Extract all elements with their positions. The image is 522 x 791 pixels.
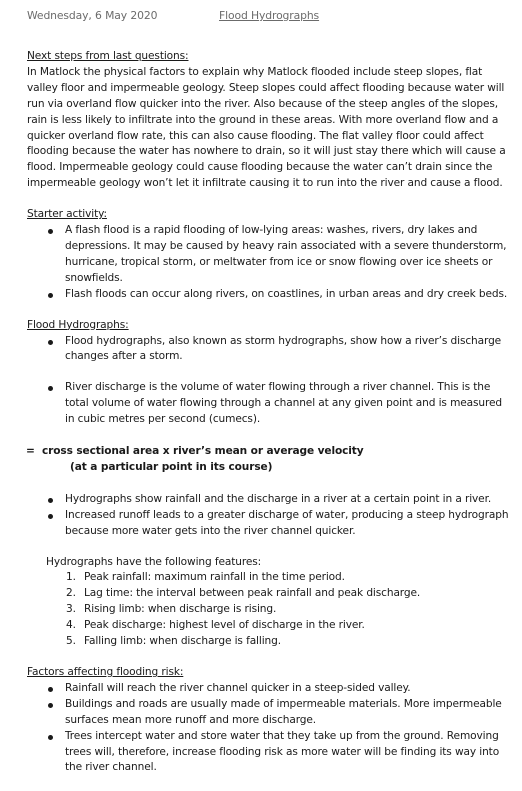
feature-text: Falling limb: when discharge is falling. <box>84 635 281 648</box>
factors-section <box>27 665 510 776</box>
list-item: Hydrographs show rainfall and the discharge in a river at a certain point in a river. <box>27 492 510 508</box>
hydrograph-definition-list <box>27 334 510 429</box>
list-number: 1. <box>66 571 76 584</box>
features-list <box>27 570 510 650</box>
list-item: A flash flood is a rapid flooding of low-lying areas: washes, rivers, dry lakes and depressions. It may be caused by heavy rain associated with a severe thunderstorm, hurricane, tropical storm, or meltwater from ice or snow flowing over ice sheets or snowfields. <box>27 223 510 287</box>
feature-text: Rising limb: when discharge is rising. <box>84 603 277 616</box>
list-item: Flood hydrographs, also known as storm hydrographs, show how a river’s discharge changes after a storm. <box>27 334 510 366</box>
hydrograph-facts-list <box>27 492 510 540</box>
list-item: Flash floods can occur along rivers, on coastlines, in urban areas and dry creek beds. <box>27 287 510 303</box>
list-number: 4. <box>66 619 76 632</box>
equals-sign: = <box>26 445 35 458</box>
list-item <box>27 602 510 618</box>
formula-line-1: cross sectional area x river’s mean or average velocity <box>42 445 364 458</box>
formula-line-2: (at a particular point in its course) <box>70 460 273 473</box>
list-number: 5. <box>66 635 76 648</box>
list-item <box>27 586 510 602</box>
feature-text: Lag time: the interval between peak rainfall and peak discharge. <box>84 587 421 600</box>
page-date: Wednesday, 6 May 2020 <box>27 9 158 22</box>
flood-hydrographs-heading: Flood Hydrographs: <box>27 318 129 331</box>
list-item <box>27 618 510 634</box>
discharge-formula <box>27 444 510 476</box>
starter-section <box>27 207 510 302</box>
list-item: Buildings and roads are usually made of impermeable materials. More impermeable surfaces mean more runoff and more discharge. <box>27 697 510 729</box>
factors-list <box>27 681 510 776</box>
list-item: Rainfall will reach the river channel quicker in a steep-sided valley. <box>27 681 510 697</box>
next-steps-body: In Matlock the physical factors to explain why Matlock flooded include steep slopes, flat valley floor and impermeable geology. Steep slopes could affect flooding because water will run via overland flow quicker into the river. Also because of the steep angles of the slopes, rain is less likely to infiltrate into the ground in these areas. With more overland flow and a quicker overland flow rate, this can also cause flooding. The flat valley floor could affect flooding because the water has nowhere to drain, so it will just stay there which will cause a flood. Impermeable geology could cause flooding because the water can’t drain since the impermeable geology won’t let it infiltrate causing it to run into the river and cause a flood. <box>27 65 506 190</box>
page-title: Flood Hydrographs <box>219 9 320 22</box>
starter-list <box>27 223 510 303</box>
starter-heading: Starter activity: <box>27 208 107 221</box>
list-item: Increased runoff leads to a greater discharge of water, producing a steep hydrograph because more water gets into the river channel quicker. <box>27 508 510 540</box>
feature-text: Peak discharge: highest level of discharge in the river. <box>84 619 365 632</box>
list-number: 3. <box>66 603 76 616</box>
list-item <box>27 634 510 650</box>
features-intro: Hydrographs have the following features: <box>46 555 262 568</box>
next-steps-heading: Next steps from last questions: <box>27 50 189 62</box>
factors-heading: Factors affecting flooding risk: <box>27 666 184 678</box>
list-item: River discharge is the volume of water flowing through a river channel. This is the total volume of water flowing through a channel at any given point and is measured in cubic metres per second (cumecs). <box>27 380 510 428</box>
list-number: 2. <box>66 587 76 600</box>
flood-hydrographs-section <box>27 318 510 650</box>
page-header <box>27 8 510 24</box>
list-item <box>27 570 510 586</box>
next-steps-section <box>27 49 510 192</box>
list-item: Trees intercept water and store water that they take up from the ground. Removing trees will, therefore, increase flooding risk as more water will be finding its way into the river channel. <box>27 729 510 777</box>
feature-text: Peak rainfall: maximum rainfall in the time period. <box>84 571 345 584</box>
